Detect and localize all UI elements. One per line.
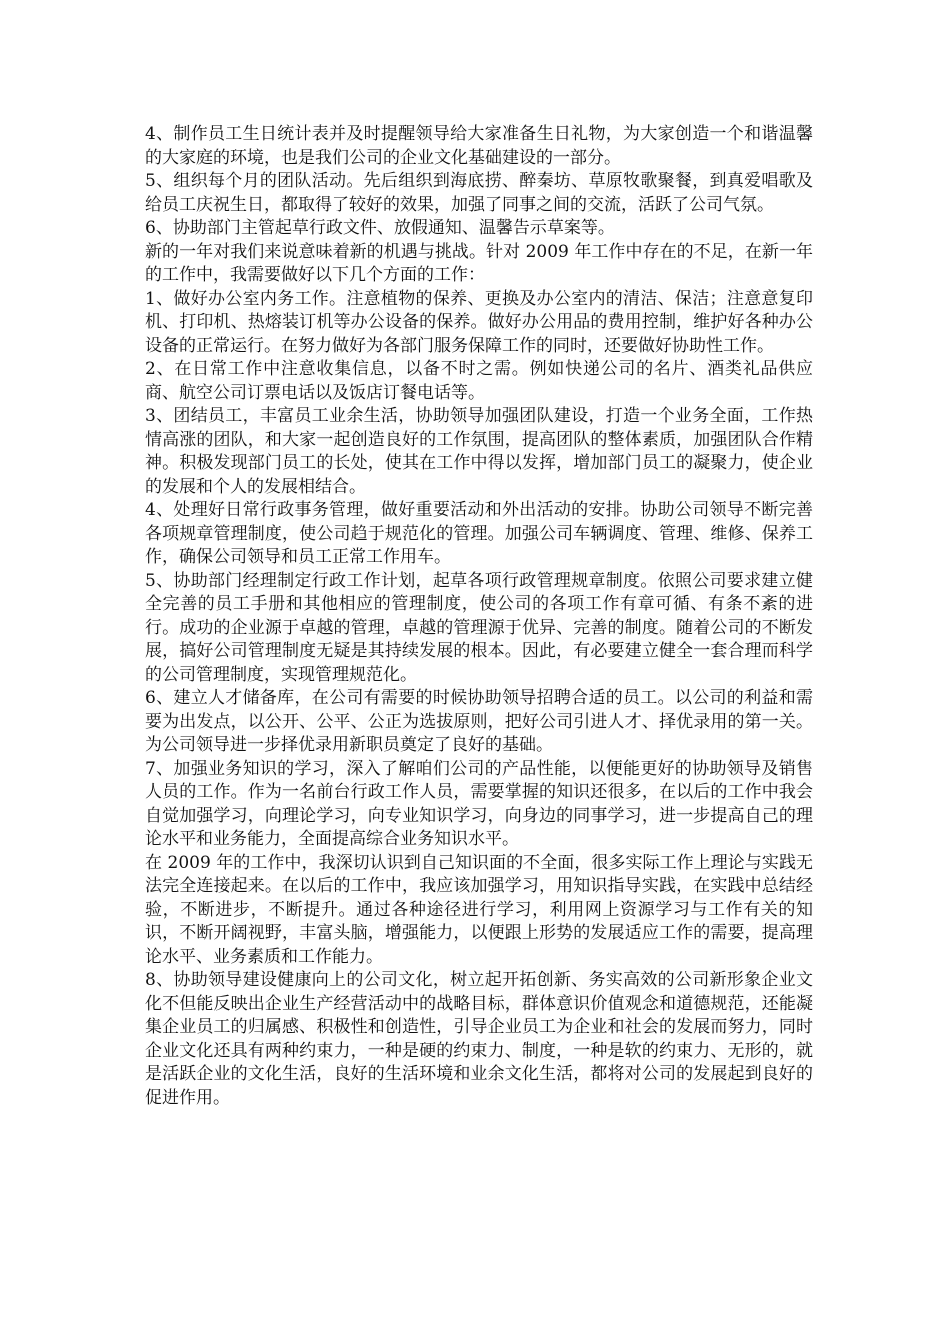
paragraph-new-year-intro: 新的一年对我们来说意味着新的机遇与挑战。针对 2009 年工作中存在的不足，在新一年的工作中，我需要做好以下几个方面的工作：: [145, 241, 813, 285]
paragraph-birthday-tracking: 4、制作员工生日统计表并及时提醒领导给大家准备生日礼物，为大家创造一个和谐温馨的大家庭的环境，也是我们公司的企业文化基础建设的一部分。: [145, 124, 813, 168]
paragraph-regulations: 5、协助部门经理制定行政工作计划，起草各项行政管理规章制度。依照公司要求建立健全完善的员工手册和其他相应的管理制度，使公司的各项工作有章可循、有条不紊的进行。成功的企业源于卓越的管理，卓越的管理源于优异、完善的制度。随着公司的不断发展，搞好公司管理制度无疑是其持续发展的根本。因此，有必要建立健全一套合理而科学的公司管理制度，实现管理规范化。: [145, 570, 813, 685]
paragraph-business-knowledge: 7、加强业务知识的学习，深入了解咱们公司的产品性能，以便能更好的协助领导及销售人员的工作。作为一名前台行政工作人员，需要掌握的知识还很多，在以后的工作中我会自觉加强学习，向理论学习，向专业知识学习，向身边的同事学习，进一步提高自己的理论水平和业务能力，全面提高综合业务知识水平。: [145, 758, 813, 849]
paragraph-company-culture: 8、协助领导建设健康向上的公司文化，树立起开拓创新、务实高效的公司新形象企业文化不但能反映出企业生产经营活动中的战略目标，群体意识价值观念和道德规范，还能凝集企业员工的归属感、积极性和创造性，引导企业员工为企业和社会的发展而努力，同时企业文化还具有两种约束力，一种是硬的约束力、制度，一种是软的约束力、无形的，就是活跃企业的文化生活，良好的生活环境和业余文化生活，都将对公司的发展起到良好的促进作用。: [145, 970, 813, 1108]
document-body: [145, 123, 813, 1110]
paragraph-drafting-documents: 6、协助部门主管起草行政文件、放假通知、温馨告示草案等。: [145, 218, 615, 238]
paragraph-team-building: 3、团结员工，丰富员工业余生活，协助领导加强团队建设，打造一个业务全面，工作热情高涨的团队，和大家一起创造良好的工作氛围，提高团队的整体素质，加强团队合作精神。积极发现部门员工的长处，使其在工作中得以发挥，增加部门员工的凝聚力，使企业的发展和个人的发展相结合。: [145, 406, 813, 497]
paragraph-information-collection: 2、在日常工作中注意收集信息，以备不时之需。例如快递公司的名片、酒类礼品供应商、航空公司订票电话以及饭店订餐电话等。: [145, 359, 813, 403]
paragraph-administrative-management: 4、处理好日常行政事务管理，做好重要活动和外出活动的安排。协助公司领导不断完善各项规章管理制度，使公司趋于规范化的管理。加强公司车辆调度、管理、维修、保养工作，确保公司领导和员工正常工作用车。: [145, 500, 813, 567]
paragraph-team-activities: 5、组织每个月的团队活动。先后组织到海底捞、醉秦坊、草原牧歌聚餐，到真爱唱歌及给员工庆祝生日，都取得了较好的效果，加强了同事之间的交流，活跃了公司气氛。: [145, 171, 813, 215]
paragraph-office-affairs: 1、做好办公室内务工作。注意植物的保养、更换及办公室内的清洁、保洁；注意意复印机、打印机、热熔装订机等办公设备的保养。做好办公用品的费用控制，维护好各种办公设备的正常运行。在努力做好为各部门服务保障工作的同时，还要做好协助性工作。: [145, 288, 813, 356]
paragraph-self-reflection: 在 2009 年的工作中，我深切认识到自己知识面的不全面，很多实际工作上理论与实践无法完全连接起来。在以后的工作中，我应该加强学习，用知识指导实践，在实践中总结经验，不断进步，不断提升。通过各种途径进行学习，利用网上资源学习与工作有关的知识，不断开阔视野，丰富头脑，增强能力，以便跟上形势的发展适应工作的需要，提高理论水平、业务素质和工作能力。: [145, 852, 813, 967]
paragraph-talent-pool: 6、建立人才储备库，在公司有需要的时候协助领导招聘合适的员工。以公司的利益和需要为出发点，以公开、公平、公正为选拔原则，把好公司引进人才、择优录用的第一关。为公司领导进一步择优录用新职员奠定了良好的基础。: [145, 688, 813, 755]
